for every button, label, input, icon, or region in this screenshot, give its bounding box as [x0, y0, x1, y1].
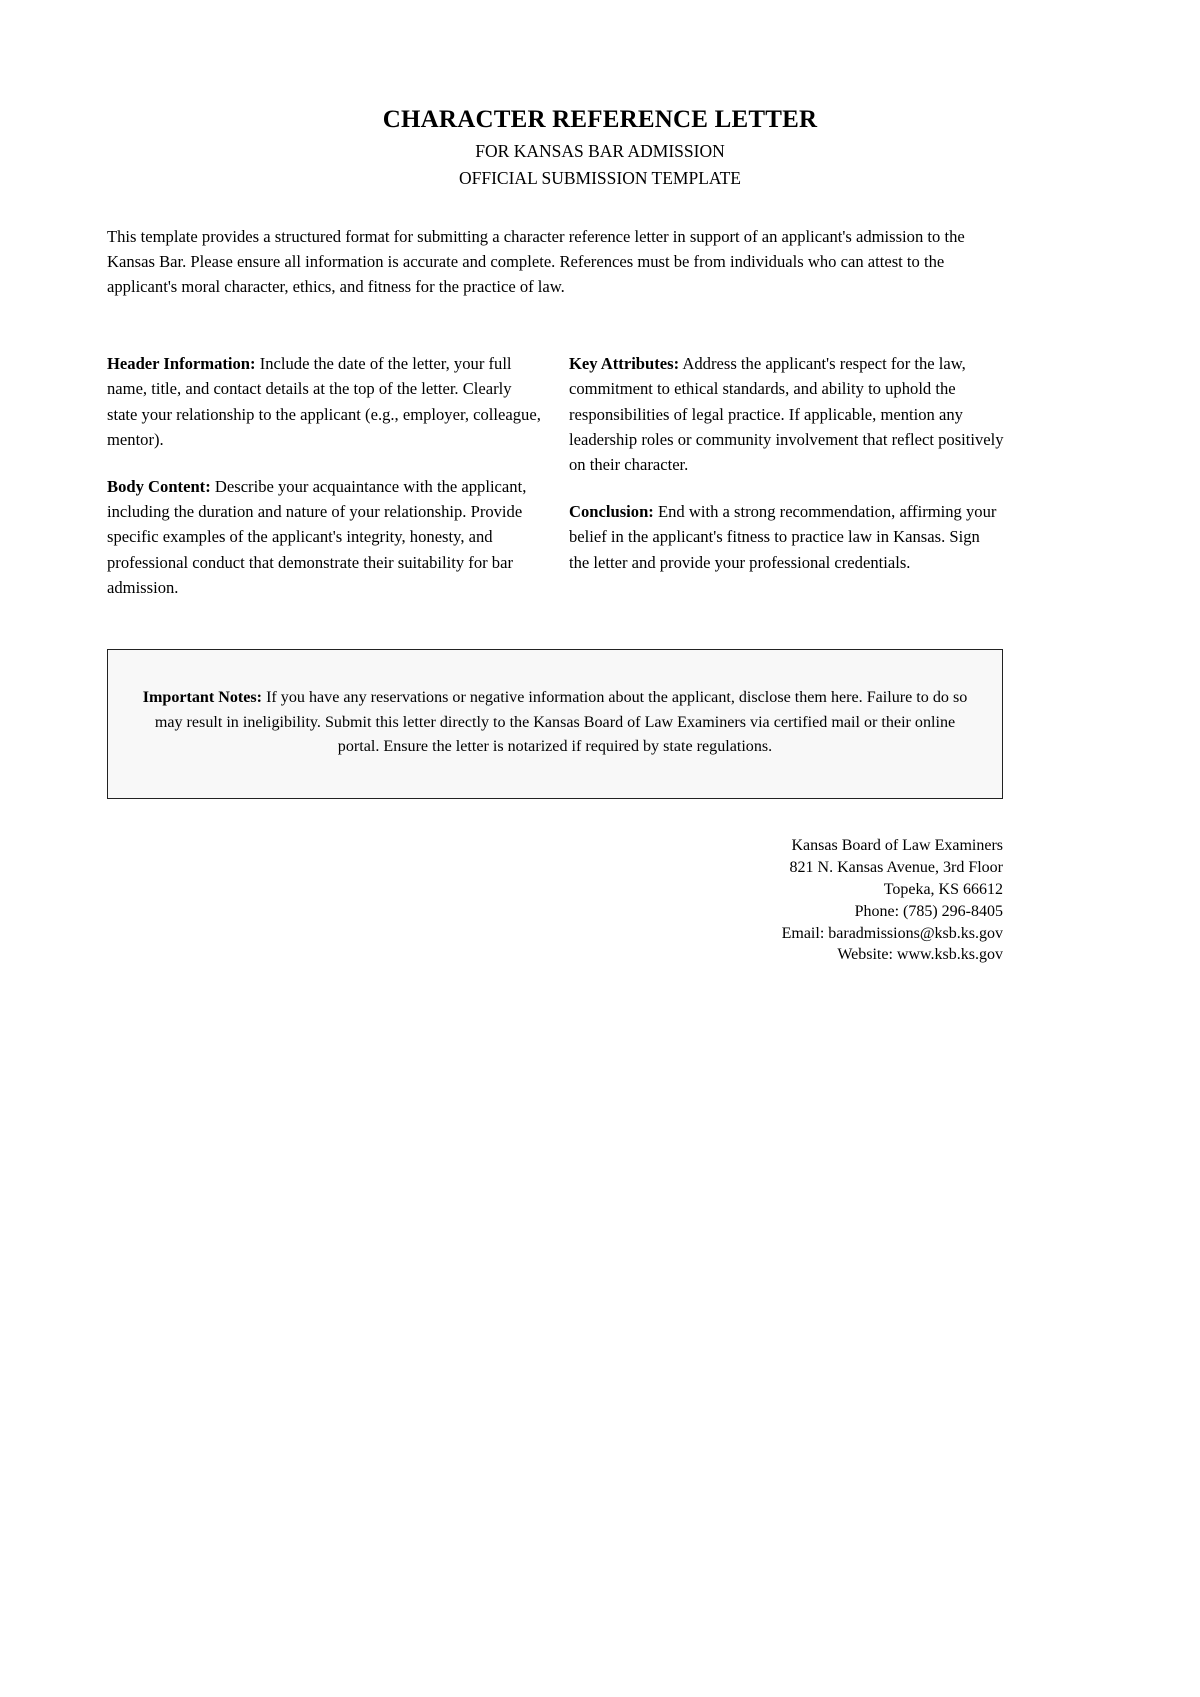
section-lead-label: Body Content:	[107, 477, 211, 497]
section-body-text: Include the date of the letter, your full name, title, and contact details at the top of the letter. Clearly state your relationship to the applicant (e.g., employer, colleague, mentor).	[107, 354, 541, 449]
section-key-attributes	[569, 351, 1004, 477]
section-lead-label: Key Attributes:	[569, 354, 680, 374]
footer-email: Email: baradmissions@ksb.ks.gov	[781, 924, 1003, 942]
footer-street-address: 821 N. Kansas Avenue, 3rd Floor	[789, 858, 1003, 876]
important-notes-lead-label: Important Notes:	[142, 689, 263, 707]
section-lead-label: Conclusion:	[569, 502, 654, 522]
footer-website: Website: www.ksb.ks.gov	[837, 946, 1003, 964]
intro-paragraph: This template provides a structured format for submitting a character reference letter in support of an applicant's admission to the Kansas Bar. Please ensure all information is accurate and complete. References must be from individuals who can attest to the applicant's moral character, ethics, and fitness for the practice of law.	[107, 226, 965, 296]
footer-city-state-zip: Topeka, KS 66612	[883, 880, 1003, 898]
section-lead-label: Header Information:	[107, 354, 256, 374]
important-notes-text	[140, 686, 970, 760]
section-header-information	[107, 351, 542, 452]
page-subtitle-secondary: OFFICIAL SUBMISSION TEMPLATE	[459, 167, 741, 188]
important-notes-body: If you have any reservations or negative information about the applicant, disclose them here. Failure to do so may result in ineligibility. Submit this letter directly to the Kansas Board of Law Examiners via certified mail or their online portal. Ensure the letter is notarized if required by state regulations.	[154, 689, 968, 756]
title-block	[107, 0, 1093, 191]
footer-phone: Phone: (785) 296-8405	[854, 902, 1003, 920]
section-body-text: Describe your acquaintance with the applicant, including the duration and nature of your relationship. Provide specific examples of the applicant's integrity, honesty, and professional conduct that demonstrate their suitability for bar admission.	[107, 477, 527, 597]
section-body-text: End with a strong recommendation, affirming your belief in the applicant's fitness to practice law in Kansas. Sign the letter and provide your professional credentials.	[569, 502, 997, 572]
important-notes-box	[107, 649, 1003, 799]
section-conclusion	[569, 499, 1004, 575]
left-column	[107, 351, 542, 600]
section-body-content	[107, 474, 542, 600]
right-column	[569, 351, 1004, 600]
two-column-section	[107, 351, 1093, 600]
page-subtitle: FOR KANSAS BAR ADMISSION	[475, 141, 725, 162]
footer-organization: Kansas Board of Law Examiners	[791, 836, 1003, 854]
section-body-text: Address the applicant's respect for the law, commitment to ethical standards, and ability to uphold the responsibilities of legal practice. If applicable, mention any leadership roles or community involvement that reflect positively on their character.	[569, 354, 1004, 475]
page-title: CHARACTER REFERENCE LETTER	[382, 106, 818, 133]
footer-contact-block	[107, 835, 1003, 966]
